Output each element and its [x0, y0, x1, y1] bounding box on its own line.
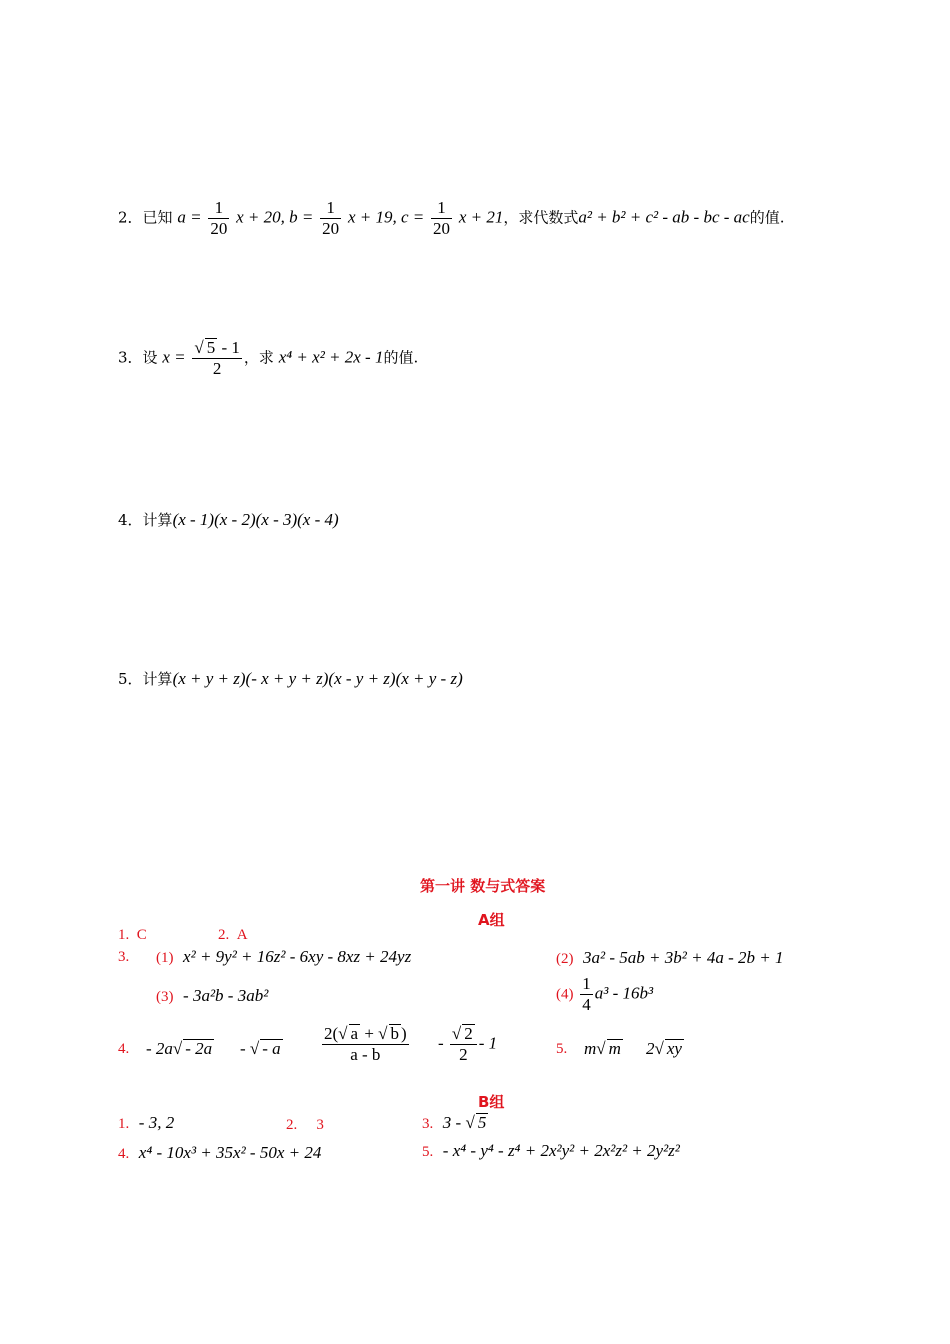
answer-a4-number: 4. [118, 1041, 130, 1057]
problem-2-eq-c: x + 19, c = [347, 207, 425, 227]
group-a-heading: A组 [478, 911, 505, 929]
problem-2-lead: 已知 [142, 208, 173, 227]
answer-b3: 3. 3 - √ 5 [422, 1113, 487, 1132]
problem-2-tail: 的值. [749, 208, 785, 227]
group-b-heading: B组 [478, 1093, 505, 1111]
answer-b1: 1. - 3, 2 [118, 1113, 175, 1132]
answer-a5-e1: m√ m [584, 1039, 621, 1058]
problem-5 [118, 668, 463, 689]
problem-3-mid: ，求 [243, 348, 274, 367]
problem-3-lead: 设 [142, 348, 158, 367]
answer-a4-e3: $\frac{2(√ a + √ b )}{a - b}$ [324, 1024, 407, 1064]
problem-3-expr: x⁴ + x² + 2x - 1 [278, 347, 384, 367]
problem-5-expr: (x + y + z)(- x + y + z)(x - y + z)(x + y - z) [172, 669, 463, 688]
answer-b5: 5. - x⁴ - y⁴ - z⁴ + 2x²y² + 2x²z² + 2y²z² [422, 1141, 680, 1160]
problem-3-eq: x = [162, 347, 186, 367]
problem-3 [118, 338, 418, 379]
problem-2-number: 2． [118, 208, 143, 227]
answer-a4-e4: - $\frac{√ 2}{2}$ - 1 [438, 1024, 498, 1064]
problem-2-frac-a: $\frac{1}{20}$ [210, 198, 228, 238]
problem-2-mid: ，求代数式 [503, 208, 579, 227]
problem-2-expr: a² + b² + c² - ab - bc - ac [578, 207, 750, 227]
answer-a4-e1: - 2a√ - 2a [146, 1039, 213, 1058]
problem-4 [118, 509, 339, 530]
answer-b2: 2. 3 [286, 1117, 324, 1133]
problem-2 [118, 198, 785, 239]
problem-2-frac-b: $\frac{1}{20}$ [322, 198, 340, 238]
problem-4-expr: (x - 1)(x - 2)(x - 3)(x - 4) [172, 510, 339, 529]
problem-2-eq-c-tail: x + 21 [458, 207, 504, 227]
problem-2-eq-a: a = [177, 207, 202, 227]
answer-a4-e2: - √ - a [240, 1039, 281, 1058]
problem-3-tail: 的值. [383, 348, 419, 367]
answer-a5-number: 5. [556, 1041, 568, 1057]
answer-b4: 4. x⁴ - 10x³ + 35x² - 50x + 24 [118, 1143, 322, 1162]
answer-a1: 1. C [118, 927, 147, 943]
answer-a3-part4: (4) $\frac{1}{4}$ a³ - 16b³ [556, 974, 654, 1014]
problem-4-number: 4． [118, 511, 143, 529]
problem-5-lead: 计算 [142, 670, 173, 688]
problem-2-frac-c: $\frac{1}{20}$ [433, 198, 451, 238]
answer-a2: 2. A [218, 927, 248, 943]
problem-3-frac: $\frac{√ 5 - 1}{2}$ [194, 338, 240, 378]
problem-2-eq-b: x + 20, b = [236, 207, 314, 227]
answer-a3-part3: (3) - 3a²b - 3ab² [156, 986, 269, 1005]
problem-3-number: 3． [118, 348, 143, 367]
answers-title: 第一讲 数与式答案 [420, 877, 546, 895]
answer-a5-e2: 2√ xy [646, 1039, 682, 1058]
problem-4-lead: 计算 [142, 511, 173, 529]
answer-a3-part2: (2) 3a² - 5ab + 3b² + 4a - 2b + 1 [556, 948, 784, 967]
answer-a3-number: 3. [118, 949, 130, 965]
answer-a3-part1: (1) x² + 9y² + 16z² - 6xy - 8xz + 24yz [156, 947, 412, 966]
problem-5-number: 5． [118, 670, 143, 688]
